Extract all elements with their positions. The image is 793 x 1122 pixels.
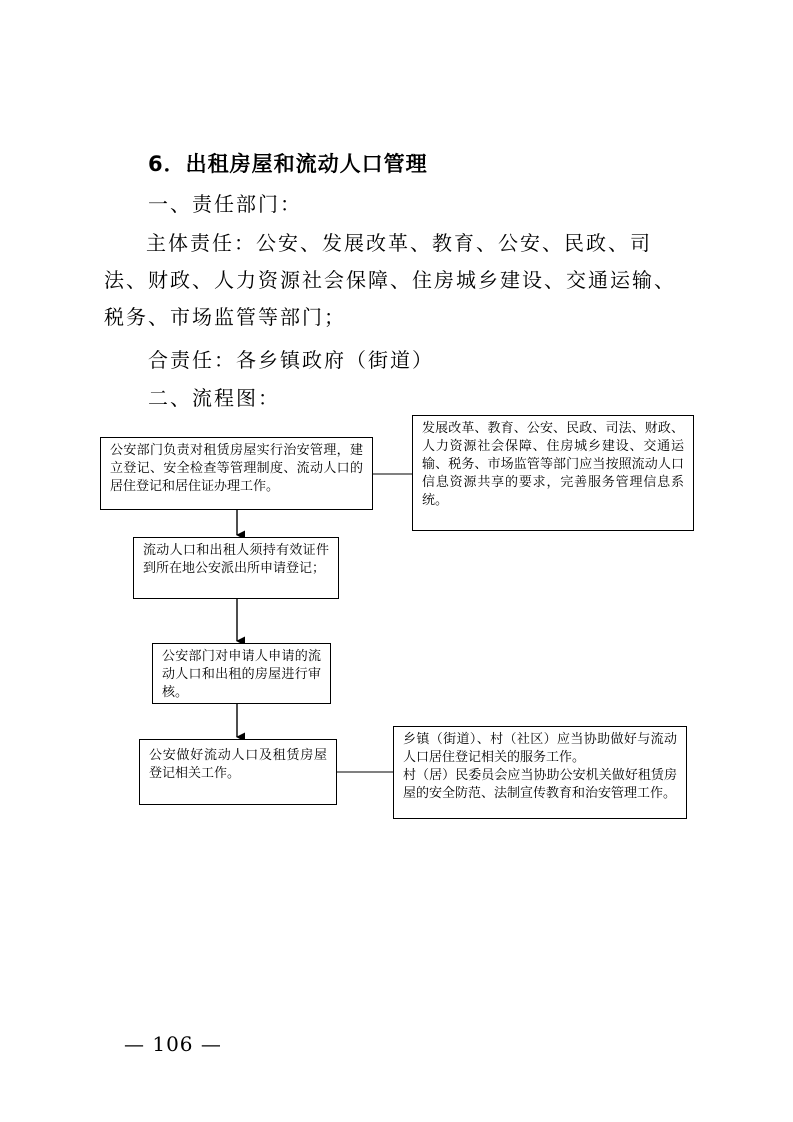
flow-box-police-management: 公安部门负责对租赁房屋实行治安管理，建立登记、安全检查等管理制度、流动人口的居住登记和居住证办理工作。 [100,437,373,510]
section-title-departments: 一、责任部门： [148,192,302,216]
flow-box-town-village-assistance [393,726,687,819]
page-number: — 106 — [124,1032,222,1056]
town-village-assistance-line2: 村（居）民委员会应当协助公安机关做好租赁房屋的安全防范、法制宣传教育和治安管理工作。 [403,768,677,801]
section-title-flowchart: 二、流程图： [148,386,280,410]
flow-box-departments-info-system: 发展改革、教育、公安、民政、司法、财政、人力资源社会保障、住房城乡建设、交通运输、税务、市场监管等部门应当按照流动人口信息资源共享的要求，完善服务管理信息系统。 [412,415,694,531]
flow-box-registration-application: 流动人口和出租人须持有效证件到所在地公安派出所申请登记； [133,537,339,599]
town-village-assistance-line1: 乡镇（街道）、村（社区）应当协助做好与流动人口居住登记相关的服务工作。 [403,732,677,765]
main-responsibility-paragraph: 主体责任：公安、发展改革、教育、公安、民政、司法、财政、人力资源社会保障、住房城乡建设、交通运输、税务、市场监管等部门； [104,231,676,329]
joint-responsibility-line: 合责任：各乡镇政府（街道） [148,348,434,372]
flow-box-registration-work: 公安做好流动人口及租赁房屋登记相关工作。 [139,739,337,805]
page-title: 6．出租房屋和流动人口管理 [148,152,428,176]
flow-box-police-review: 公安部门对申请人申请的流动人口和出租的房屋进行审核。 [152,643,331,704]
